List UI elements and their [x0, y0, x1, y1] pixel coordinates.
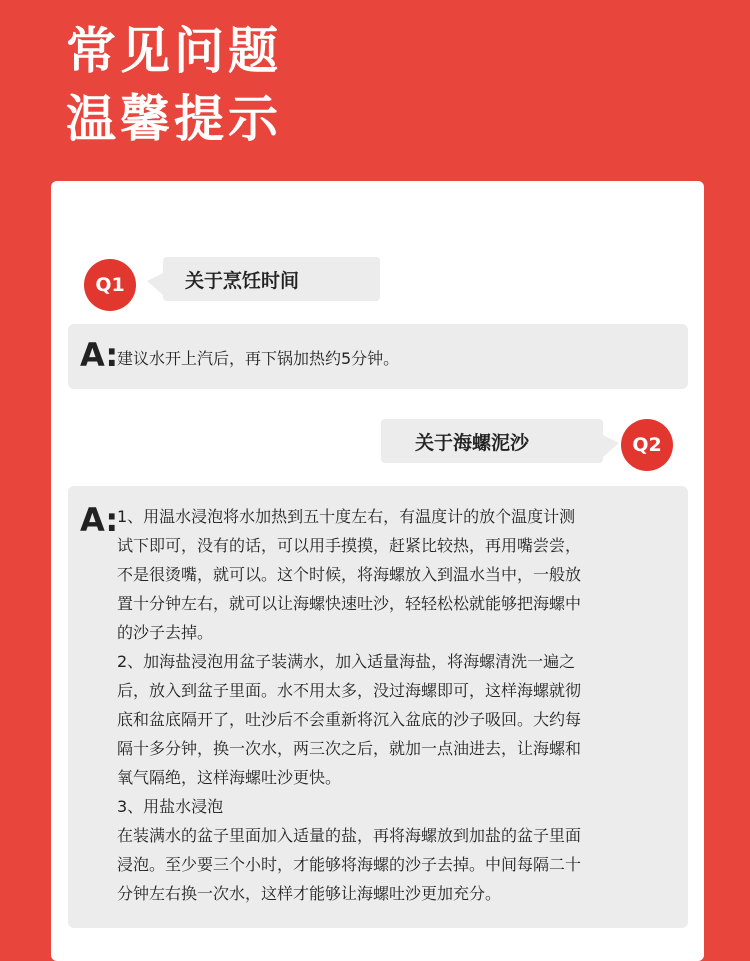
answer-line: 试下即可，没有的话，可以用手摸摸，赶紧比较热，再用嘴尝尝， [117, 536, 582, 555]
a1-answer-box [68, 324, 688, 389]
q1-badge: Q1 [84, 259, 136, 311]
answer-line: 3、用盐水浸泡 [117, 797, 224, 816]
page-title-line2: 温馨提示 [66, 90, 282, 148]
answer-line: 建议水开上汽后，再下锅加热约5分钟。 [117, 349, 400, 368]
a2-answer-text [117, 502, 670, 908]
answer-line: 后，放入到盆子里面。水不用太多，没过海螺即可，这样海螺就彻 [117, 681, 582, 700]
answer-line: 不是很烫嘴，就可以。这个时候，将海螺放入到温水当中，一般放 [117, 565, 582, 584]
a1-label: A: [80, 336, 119, 374]
a1-answer-text [117, 346, 670, 369]
page-title-line1: 常见问题 [66, 22, 282, 80]
a2-label: A: [80, 501, 119, 539]
answer-line: 底和盆底隔开了，吐沙后不会重新将沉入盆底的沙子吸回。大约每 [117, 710, 582, 729]
answer-line: 置十分钟左右，就可以让海螺快速吐沙，轻轻松松就能够把海螺中 [117, 594, 582, 613]
answer-line: 1、用温水浸泡将水加热到五十度左右，有温度计的放个温度计测 [117, 507, 576, 526]
answer-line: 在装满水的盆子里面加入适量的盐，再将海螺放到加盐的盆子里面 [117, 826, 582, 845]
a2-answer-box [68, 486, 688, 928]
q2-badge: Q2 [621, 419, 673, 471]
answer-line: 的沙子去掉。 [117, 623, 214, 642]
answer-line: 2、加海盐浸泡用盆子装满水，加入适量海盐，将海螺清洗一遍之 [117, 652, 576, 671]
q2-question-bubble [381, 419, 603, 463]
q1-question-bubble [163, 257, 380, 301]
answer-line: 隔十多分钟，换一次水，两三次之后，就加一点油进去，让海螺和 [117, 739, 582, 758]
answer-line: 氧气隔绝，这样海螺吐沙更快。 [117, 768, 342, 787]
answer-line: 分钟左右换一次水，这样才能够让海螺吐沙更加充分。 [117, 884, 502, 903]
q1-question-text: 关于烹饪时间 [185, 269, 300, 292]
answer-line: 浸泡。至少要三个小时，才能够将海螺的沙子去掉。中间每隔二十 [117, 855, 582, 874]
q2-question-text: 关于海螺泥沙 [415, 431, 530, 454]
